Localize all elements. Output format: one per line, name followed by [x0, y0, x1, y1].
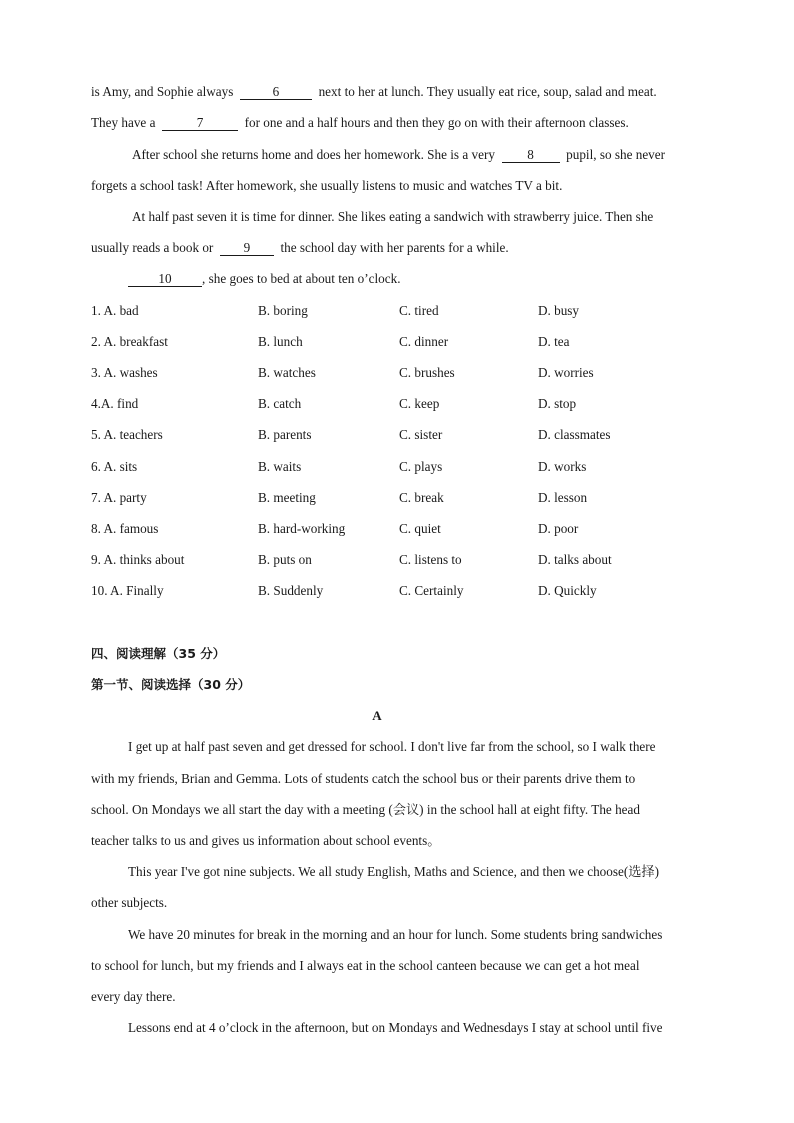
passage-line-5: At half past seven it is time for dinner. She likes eating a sandwich with strawberry juice. Then she: [132, 209, 654, 224]
passage-title: A: [372, 708, 382, 723]
option-b[interactable]: B. parents: [258, 427, 312, 442]
option-c[interactable]: C. Certainly: [399, 583, 464, 598]
option-b[interactable]: B. puts on: [258, 552, 312, 567]
option-b[interactable]: B. waits: [258, 459, 302, 474]
option-a[interactable]: 3. A. washes: [91, 365, 158, 380]
reading-line: to school for lunch, but my friends and I always eat in the school canteen because we can get a hot meal: [91, 958, 640, 973]
reading-line: Lessons end at 4 o’clock in the afternoon, but on Mondays and Wednesdays I stay at school until five: [128, 1020, 663, 1035]
reading-line: We have 20 minutes for break in the morning and an hour for lunch. Some students bring sandwiches: [128, 927, 663, 942]
reading-line: I get up at half past seven and get dressed for school. I don't live far from the school, so I walk there: [128, 739, 656, 754]
option-b[interactable]: B. meeting: [258, 490, 316, 505]
reading-line: school. On Mondays we all start the day with a meeting (会议) in the school hall at eight fifty. The head: [91, 802, 640, 817]
reading-line: with my friends, Brian and Gemma. Lots of students catch the school bus or their parents drive them to: [91, 771, 636, 786]
blank-7[interactable]: 7: [162, 115, 238, 131]
passage-text: pupil, so she never: [566, 147, 666, 162]
option-c[interactable]: C. brushes: [399, 365, 455, 380]
passage-text: usually reads a book or: [91, 240, 214, 255]
passage-text: , she goes to bed at about ten o’clock.: [202, 271, 401, 286]
option-d[interactable]: D. works: [538, 459, 587, 474]
passage-text: the school day with her parents for a while.: [280, 240, 509, 255]
option-d[interactable]: D. busy: [538, 303, 580, 318]
blank-6[interactable]: 6: [240, 84, 312, 100]
option-c[interactable]: C. dinner: [399, 334, 449, 349]
passage-text: for one and a half hours and then they go on with their afternoon classes.: [244, 115, 629, 130]
option-a[interactable]: 6. A. sits: [91, 459, 138, 474]
option-d[interactable]: D. stop: [538, 396, 577, 411]
option-d[interactable]: D. tea: [538, 334, 570, 349]
reading-line: every day there.: [91, 989, 176, 1004]
reading-line: teacher talks to us and gives us information about school events。: [91, 833, 441, 848]
option-a[interactable]: 8. A. famous: [91, 521, 159, 536]
passage-text: is Amy, and Sophie always: [91, 84, 234, 99]
option-b[interactable]: B. catch: [258, 396, 302, 411]
option-a[interactable]: 1. A. bad: [91, 303, 139, 318]
section-subheading: 第一节、阅读选择（30 分）: [91, 677, 251, 692]
option-b[interactable]: B. Suddenly: [258, 583, 324, 598]
option-c[interactable]: C. plays: [399, 459, 443, 474]
option-a[interactable]: 7. A. party: [91, 490, 147, 505]
option-d[interactable]: D. classmates: [538, 427, 611, 442]
option-a[interactable]: 5. A. teachers: [91, 427, 163, 442]
reading-line: This year I've got nine subjects. We all study English, Maths and Science, and then we choose(选择): [128, 864, 660, 879]
passage-line-7: [128, 270, 703, 288]
passage-line-3: [132, 146, 703, 164]
option-c[interactable]: C. tired: [399, 303, 439, 318]
passage-line-6: [91, 239, 703, 257]
blank-10[interactable]: 10: [128, 271, 202, 287]
option-c[interactable]: C. sister: [399, 427, 443, 442]
option-b[interactable]: B. lunch: [258, 334, 303, 349]
option-d[interactable]: D. Quickly: [538, 583, 597, 598]
option-d[interactable]: D. poor: [538, 521, 579, 536]
option-a[interactable]: 2. A. breakfast: [91, 334, 168, 349]
option-c[interactable]: C. listens to: [399, 552, 462, 567]
option-b[interactable]: B. watches: [258, 365, 316, 380]
blank-9[interactable]: 9: [220, 240, 274, 256]
passage-text: They have a: [91, 115, 156, 130]
option-c[interactable]: C. break: [399, 490, 444, 505]
option-d[interactable]: D. talks about: [538, 552, 612, 567]
passage-text: next to her at lunch. They usually eat rice, soup, salad and meat.: [318, 84, 657, 99]
option-c[interactable]: C. quiet: [399, 521, 441, 536]
option-a[interactable]: 9. A. thinks about: [91, 552, 185, 567]
blank-8[interactable]: 8: [502, 147, 560, 163]
passage-line-4: forgets a school task! After homework, she usually listens to music and watches TV a bit.: [91, 178, 563, 193]
option-b[interactable]: B. boring: [258, 303, 308, 318]
passage-line-2: [91, 114, 703, 132]
passage-line-1: [91, 83, 703, 101]
option-d[interactable]: D. lesson: [538, 490, 588, 505]
option-d[interactable]: D. worries: [538, 365, 594, 380]
reading-line: other subjects.: [91, 895, 168, 910]
passage-text: After school she returns home and does her homework. She is a very: [132, 147, 495, 162]
option-a[interactable]: 4.A. find: [91, 396, 139, 411]
option-b[interactable]: B. hard-working: [258, 521, 346, 536]
section-heading: 四、阅读理解（35 分）: [91, 646, 226, 661]
option-c[interactable]: C. keep: [399, 396, 440, 411]
option-a[interactable]: 10. A. Finally: [91, 583, 164, 598]
